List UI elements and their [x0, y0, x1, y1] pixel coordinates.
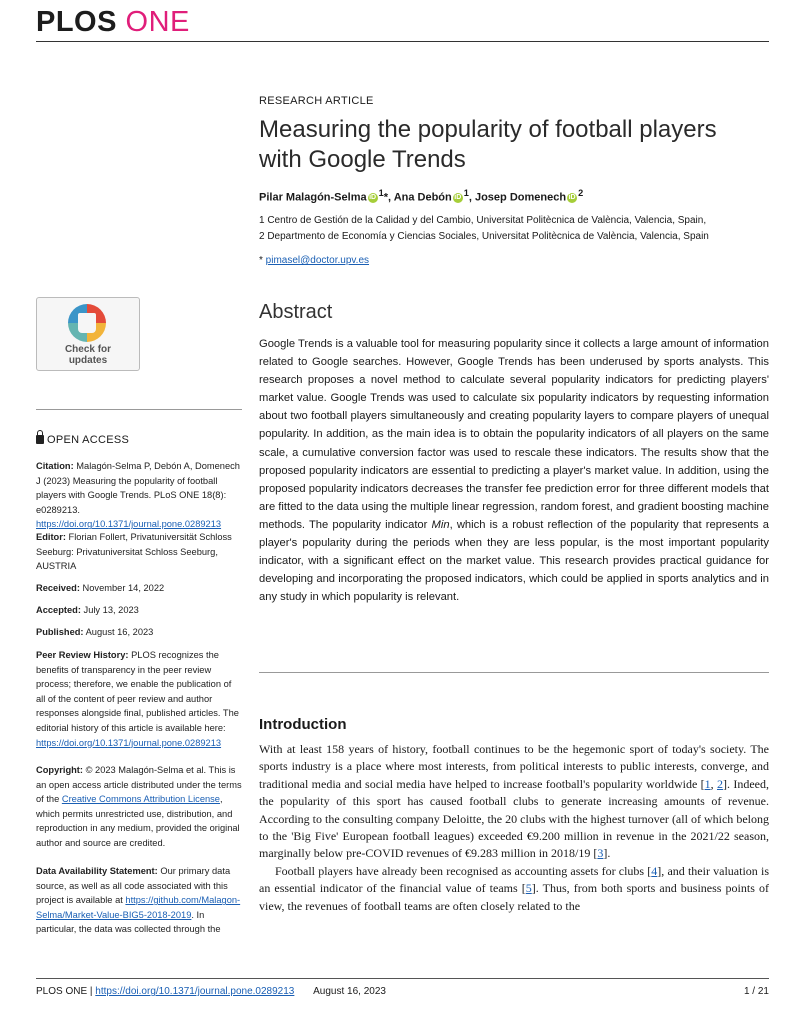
orcid-icon[interactable]: iD [369, 193, 377, 201]
badge-line-2: updates [68, 355, 108, 366]
received [36, 581, 242, 596]
copyright-label: Copyright: [36, 765, 83, 775]
ref-link[interactable]: 4 [651, 863, 658, 878]
affiliation-2: 2 Departmento de Economía y Ciencias Sociales, Universitat Politècnica de València, Valencia, Spain [259, 231, 709, 242]
article-type: RESEARCH ARTICLE [259, 95, 374, 107]
peer-review-text: PLOS recognizes the benefits of transparency in the peer review process; therefore, we enable the publication of all of the content of peer review and author responses alongside final, published articles. The editorial history of this article is available here: [36, 650, 239, 733]
badge-line-1: Check for [64, 344, 112, 355]
journal-logo [36, 6, 190, 39]
orcid-icon[interactable]: iD [568, 193, 576, 201]
ref-link[interactable]: 3 [597, 846, 604, 861]
author-name[interactable]: Josep Domenech [474, 191, 567, 204]
citation-doi-link[interactable]: https://doi.org/10.1371/journal.pone.0289213 [36, 519, 222, 530]
abstract-text: Google Trends is a valuable tool for measuring popularity since it collects a large amount of information related to Google searches. However, Google Trends has been underused by sports analysts. This research proposes a novel method to calculate several popularity indicators for predicting players' market value. Google Trends was used to calculate six popularity indicators by requesting information about two football players simultaneously and creating popularity layers to compare players of unequal popularity. In addition, as the main idea is to obtain the popularity indicators of all players on the same scale, a cumulative conversion factor was used to rescale these indicators. The results show that the proposed popularity indicators are essential to predicting a player's market value. In addition, using the proposed popularity indicators decreases the transfer fee prediction error for three different models that are fitted to the data using the multiple linear regression, random forest, and gradient boosting machine methods. The popularity indicator [259, 338, 769, 531]
copyright-text: © 2023 Malagón-Selma et al. This is an open access article distributed under the terms of the [36, 765, 242, 805]
intro-paragraph-2 [259, 863, 769, 915]
email-prefix: * [259, 255, 266, 266]
peer-review-history [36, 648, 242, 750]
badge-text [37, 344, 139, 366]
peer-review-link[interactable]: https://doi.org/10.1371/journal.pone.0289213 [36, 737, 222, 748]
github-link[interactable]: https://github.com/Malagon-Selma/Market-Value-BIG5-2018-2019 [36, 895, 241, 920]
accepted-label: Accepted: [36, 605, 81, 615]
editor-label: Editor: [36, 532, 66, 542]
cc-license-link[interactable]: Creative Commons Attribution License [61, 794, 220, 805]
article-title: Measuring the popularity of football players with Google Trends [259, 116, 717, 173]
peer-review-label: Peer Review History: [36, 650, 129, 660]
footer-rule [36, 978, 769, 979]
intro-text: ], and their valuation is an essential indicator of the financial value of teams [ [259, 863, 769, 896]
intro-text: Football players have already been recognised as accounting assets for clubs [ [275, 863, 652, 878]
data-availability-label: Data Availability Statement: [36, 866, 158, 876]
ref-link[interactable]: 2 [716, 776, 723, 791]
author-name[interactable]: Ana Debón [393, 191, 452, 204]
page-number: 1 / 21 [743, 986, 769, 997]
abstract-min-term: Min [431, 518, 450, 531]
logo-plos: PLOS [36, 6, 117, 38]
intro-text: ]. Indeed, the popularity of this sport has caused football clubs to generate increasing amounts of revenue. According to the consulting company Deloitte, the 20 clubs with the highest turnover (all of which belong to the 'Big Five' European football leagues) exceeded €9.200 million in revenue in the 2021/22 season, marginally below pre-COVID revenues of €9.283 million in 2018/19 [ [259, 776, 769, 861]
intro-text: ]. Thus, from both sports and business points of view, the revenues of football teams are often closely related to the [259, 881, 769, 913]
data-availability-text: Our primary data source, as well as all code associated with this project is available at [36, 866, 231, 906]
corresponding-mark: * [383, 191, 388, 204]
citation-label: Citation: [36, 461, 74, 471]
received-label: Received: [36, 583, 80, 593]
author-list: Pilar Malagón-Selma iD $^1$*, Ana Debón iD $^1$, Josep Domenech iD $^2$ [259, 188, 584, 204]
check-for-updates-badge[interactable] [36, 297, 140, 371]
accepted-date: July 13, 2023 [83, 605, 139, 615]
published [36, 625, 242, 640]
affiliation-1: 1 Centro de Gestión de la Calidad y del Cambio, Universitat Politècnica de València, Valencia, Spain, [259, 215, 707, 226]
copyright-text-2: , which permits unrestricted use, distribution, and reproduction in any medium, provided the original author and source are credited. [36, 794, 240, 848]
author-sup: 2 [578, 188, 584, 198]
email-link[interactable]: pimasel@doctor.upv.es [265, 255, 370, 266]
footer-date: August 16, 2023 [313, 986, 386, 997]
published-date: August 16, 2023 [85, 627, 154, 637]
open-access-text: OPEN ACCESS [47, 434, 130, 446]
citation [36, 459, 242, 532]
published-label: Published: [36, 627, 84, 637]
author-name[interactable]: Pilar Malagón-Selma [259, 191, 367, 204]
data-availability [36, 864, 242, 937]
ref-link[interactable]: 5 [525, 881, 532, 896]
abstract-text-2: , which is a robust reflection of the popularity that represents a player's popularity during the periods when they are less popular, is the most important popularity indicator, with a significant effect on the market value. This research provides practical guidance for developing and incorporating the proposed indicators, which could be applied in sports analytics and in any study in which popularity is relevant. [259, 518, 769, 604]
received-date: November 14, 2022 [82, 583, 165, 593]
bookmark-icon [68, 304, 106, 342]
abstract-heading: Abstract [259, 301, 333, 323]
citation-text: Malagón-Selma P, Debón A, Domenech J (2023) Measuring the popularity of football players with Google Trends. PLoS ONE 18(8): e0289213. [36, 461, 240, 515]
data-availability-text-2: . In particular, the data was collected through the [36, 909, 221, 935]
abstract-rule [259, 672, 769, 673]
footer-doi-link[interactable]: https://doi.org/10.1371/journal.pone.0289213 [95, 986, 295, 997]
accepted [36, 603, 242, 618]
intro-text: ]. [603, 846, 611, 861]
header-rule [36, 41, 769, 42]
intro-text: With at least 158 years of history, football continues to be the hegemonic sport of today's society. The sports industry is a place where most interests, from political interests to public interests, converge, and traditional media and social media have helped to increase football's popularity worldwide [ [259, 742, 769, 791]
editor-text: Florian Follert, Privatuniversität Schloss Seeburg: Privatuniversitat Schloss Seeburg, AUSTRIA [36, 532, 232, 572]
ref-link[interactable]: 1 [704, 776, 711, 791]
logo-one: ONE [125, 6, 190, 38]
orcid-icon[interactable]: iD [454, 193, 462, 201]
open-lock-icon [36, 435, 44, 444]
copyright [36, 763, 242, 851]
open-access-label [36, 434, 129, 446]
intro-paragraph-1: With at least 158 years of history, football continues to be the hegemonic sport of today's society. The sports industry is a place where most interests, from political interests to public interests, converge, and traditional media and social media have helped to increase football's popularity worldwide [1, 2]. Indeed, the popularity of this sport has caused football clubs to generate increasing amounts of revenue. According to the consulting company Deloitte, the 20 clubs with the highest turnover (all of which belong to the 'Big Five' European football leagues) exceeded €9.200 million in revenue in the 2021/22 season, marginally below pre-COVID revenues of €9.283 million in 2018/19 [3]. [259, 742, 769, 861]
sidebar-rule [36, 409, 242, 410]
corresponding-email [259, 255, 369, 266]
editor [36, 530, 242, 574]
introduction-body [259, 741, 769, 915]
abstract-body [259, 335, 769, 606]
footer-journal: PLOS ONE | [36, 986, 96, 997]
footer [36, 986, 386, 997]
author-sup: 1 [463, 188, 469, 198]
introduction-heading: Introduction [259, 716, 347, 733]
author-sup: 1 [378, 188, 384, 198]
